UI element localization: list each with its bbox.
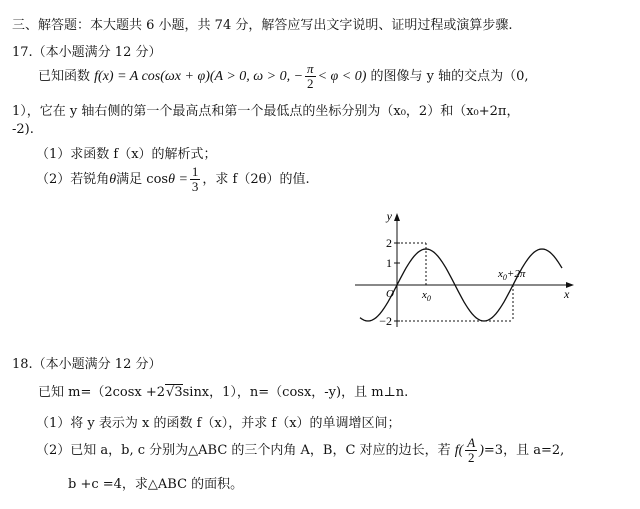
sqrt-3: √3 — [166, 385, 183, 400]
x0-2pi-sub: 0 — [502, 273, 507, 282]
problem-18-q1: （1）将 y 表示为 x 的函数 f（x），并求 f（x）的单调增区间； — [36, 416, 401, 431]
problem-17-line2: 1），它在 y 轴右侧的第一个最高点和第一个最低点的坐标分别为（x₀，2）和（x₀+2π， — [12, 104, 520, 119]
given-suffix: sinx，1），n=（cosx，-y)，且 m⊥n. — [182, 385, 409, 400]
tick-label-1: 1 — [386, 256, 392, 270]
x-axis-label: x — [564, 287, 570, 301]
problem-18-q2-line2: b +c =4，求△ABC 的面积。 — [68, 477, 244, 492]
function-expression: f(x) = A cos(ωx + φ)(A > 0, ω > 0, − — [94, 69, 304, 84]
a-over-2-fraction — [465, 436, 477, 465]
tick-label-neg2: −2 — [379, 314, 392, 328]
q2-mid: 满足 cos — [116, 172, 169, 187]
problem-17-number: 17.（本小题满分 12 分） — [12, 45, 162, 60]
x0-label-main: x — [422, 289, 427, 301]
problem-17-q2 — [36, 163, 310, 197]
x0-plus-2pi-label — [497, 268, 526, 282]
x0-label-sub: 0 — [426, 294, 431, 303]
one-third-fraction — [190, 165, 201, 194]
f-open: f( — [454, 443, 464, 458]
sqrt-radicand: 3 — [174, 385, 183, 400]
problem-17-line3: -2). — [12, 122, 34, 137]
fraction-numerator: 1 — [191, 164, 199, 179]
fraction-denominator: 2 — [307, 76, 314, 91]
cosine-graph — [350, 205, 585, 330]
function-tail: < φ < 0) — [317, 69, 367, 84]
pi-over-2-fraction — [305, 62, 316, 91]
origin-label: O — [386, 288, 394, 300]
section-heading: 三、解答题：本大题共 6 小题，共 74 分，解答应写出文字说明、证明过程或演算步骤. — [12, 18, 513, 33]
x0-label — [421, 289, 431, 303]
q2-prefix: （2）已知 a，b, c 分别为△ABC 的三个内角 A，B，C 对应的边长，若 — [36, 443, 451, 458]
x0-2pi-tail: +2π — [506, 268, 526, 280]
intro-suffix: 的图像与 y 轴的交点为（0, — [370, 69, 529, 84]
problem-17-q1: （1）求函数 f（x）的解析式； — [36, 147, 217, 162]
fraction-denominator: 2 — [468, 450, 475, 465]
y-axis-arrow — [394, 213, 400, 221]
f-close: ) — [479, 443, 484, 458]
given-prefix: 已知 m=（2cosx +2 — [38, 385, 166, 400]
theta-equals: θ = — [168, 172, 188, 187]
tick-label-2: 2 — [386, 236, 392, 250]
fraction-denominator: 3 — [191, 179, 199, 194]
fraction-numerator: A — [467, 435, 476, 450]
fraction-numerator: π — [307, 61, 314, 76]
q2-suffix: ，求 f（2θ）的值. — [202, 172, 310, 187]
theta-symbol: θ — [109, 172, 117, 187]
problem-18-number: 18.（本小题满分 12 分） — [12, 357, 162, 372]
problem-18-given — [38, 381, 408, 400]
problem-17-intro — [38, 62, 529, 92]
x0-2pi-main: x — [498, 268, 503, 280]
problem-18-q2 — [36, 433, 564, 469]
q2-prefix: （2）若锐角 — [36, 172, 110, 187]
intro-prefix: 已知函数 — [38, 69, 91, 84]
q2-suffix: =3，且 a=2, — [483, 443, 565, 458]
y-axis-label: y — [386, 209, 392, 223]
